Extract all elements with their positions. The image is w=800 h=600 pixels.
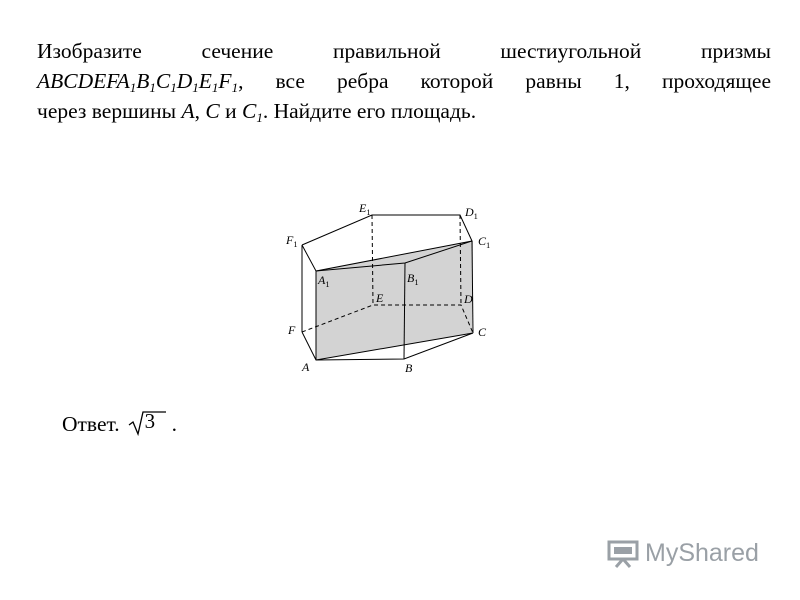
- problem-line-1: Изобразите сечение правильной шестиугольной призмы: [37, 39, 771, 63]
- vertex-a: A: [181, 99, 195, 123]
- answer-end: .: [171, 411, 178, 436]
- answer-radicand: 3: [144, 409, 156, 433]
- prism-name: $ABCDEFA_1B_1C_1D_1E_1F_1$: [37, 69, 239, 95]
- label-b1: $B_1$: [407, 271, 419, 287]
- label-e: E: [376, 291, 384, 305]
- prism-figure: [280, 195, 510, 385]
- label-f: F: [288, 323, 296, 337]
- answer-line: [62, 411, 177, 437]
- problem-line-3: через вершины A, C и $C_1$. Найдите его площадь.: [37, 99, 477, 125]
- answer-sqrt: [128, 411, 168, 437]
- label-f1: $F_1$: [286, 233, 298, 249]
- label-b: B: [405, 361, 413, 375]
- label-d: D: [464, 292, 473, 306]
- vertex-c: C: [205, 99, 220, 123]
- problem-text: [37, 36, 771, 126]
- label-d1: $D_1$: [465, 205, 478, 221]
- presentation-board-icon: [607, 538, 641, 568]
- label-c: C: [478, 325, 487, 339]
- answer-label: Ответ.: [62, 411, 120, 436]
- watermark-text: MyShared: [645, 538, 759, 567]
- label-c1: $C_1$: [478, 234, 491, 250]
- vertex-c1: $C_1$: [242, 99, 263, 125]
- label-e1: $E_1$: [359, 201, 371, 217]
- label-a: A: [302, 360, 310, 374]
- label-a1: $A_1$: [318, 273, 330, 289]
- watermark: [607, 538, 759, 568]
- problem-line-2: $ABCDEFA_1B_1C_1D_1E_1F_1$, все ребра которой равны 1, проходящее: [37, 69, 771, 95]
